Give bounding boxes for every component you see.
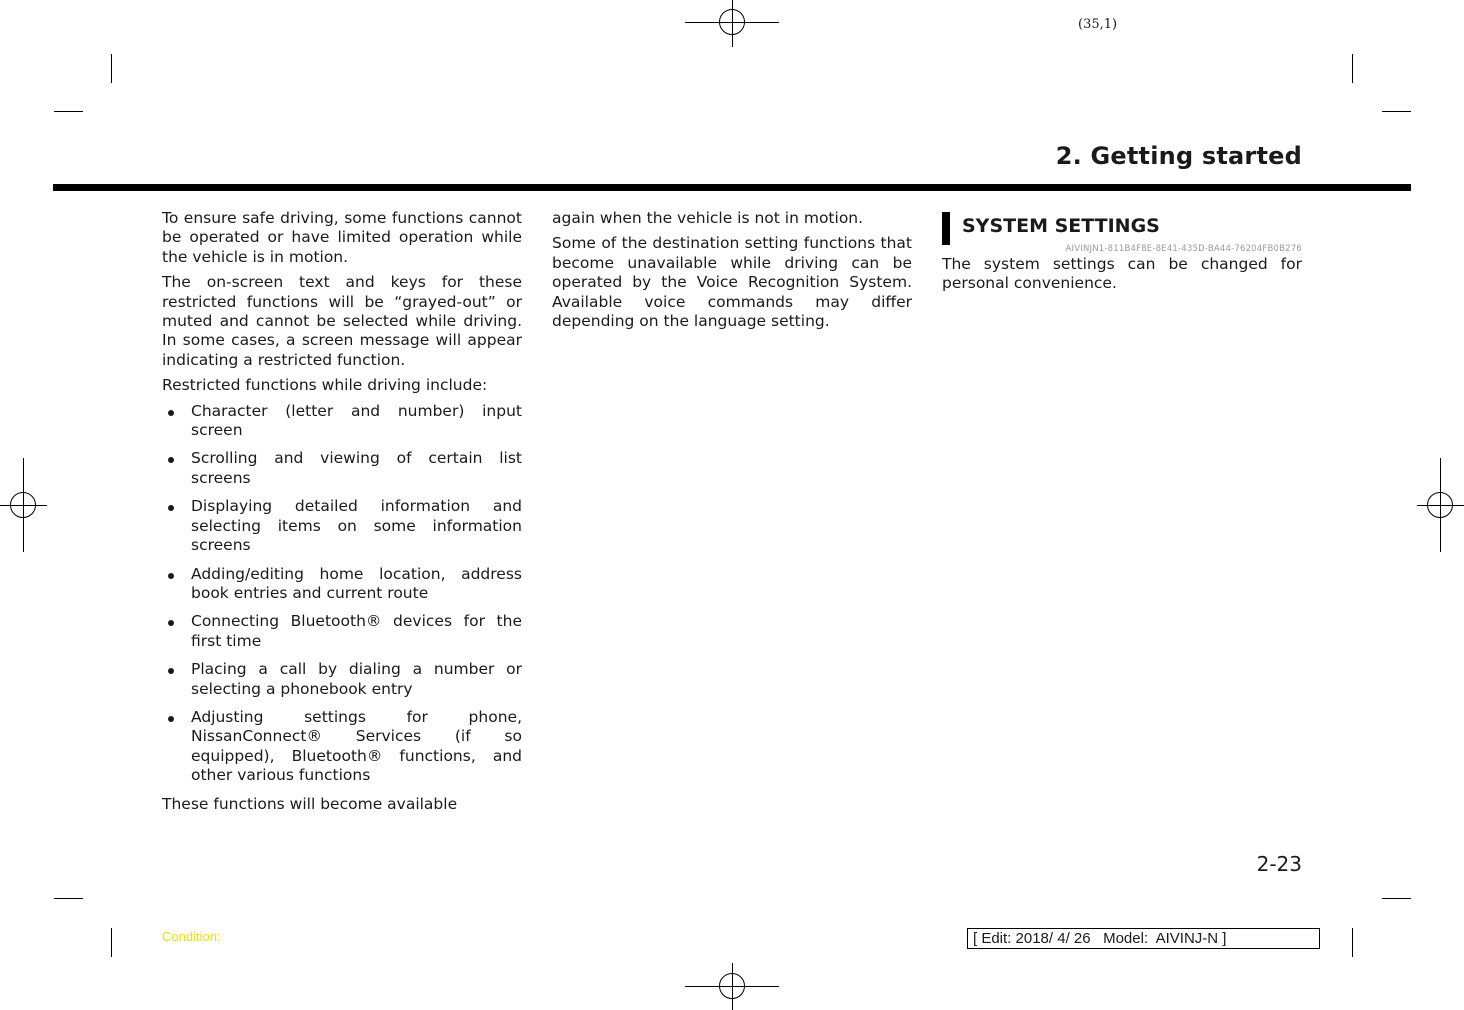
bullet-icon <box>168 620 174 626</box>
list-item: Adjusting settings for phone, NissanConnect® Services (if so equipped), Bluetooth® functions, and other various functions <box>162 708 522 786</box>
bullet-icon <box>168 573 174 579</box>
closing-paragraph: These functions will become available <box>162 794 458 813</box>
section-marker <box>942 212 950 245</box>
continuation-paragraph: again when the vehicle is not in motion. <box>552 209 864 227</box>
condition-label: Condition: <box>162 929 221 944</box>
section-title: SYSTEM SETTINGS <box>962 215 1160 237</box>
edit-info-box: [ Edit: 2018/ 4/ 26 Model: AIVINJ-N ] <box>967 928 1320 949</box>
voice-recognition-paragraph: Some of the destination setting functions that become unavailable while driving can be operated by the Voice Recognition System. Available voice commands may differ depending on the language setting. <box>552 234 912 331</box>
system-settings-paragraph: The system settings can be changed for personal convenience. <box>942 255 1302 293</box>
list-item: Scrolling and viewing of certain list screens <box>162 449 522 488</box>
bullet-icon <box>168 716 174 722</box>
header-rule <box>53 184 1411 191</box>
page-reference: (35,1) <box>1078 17 1118 32</box>
restricted-functions-list <box>162 402 522 786</box>
intro-paragraph: To ensure safe driving, some functions cannot be operated or have limited operation while the vehicle is in motion. <box>162 209 522 266</box>
section-id: AIVINJN1-811B4F8E-8E41-435D-BA44-76204FB0B276 <box>1065 244 1302 254</box>
list-item: Placing a call by dialing a number or selecting a phonebook entry <box>162 660 522 699</box>
column-3 <box>942 255 1302 300</box>
bullet-icon <box>168 410 174 416</box>
list-item: Adding/editing home location, address book entries and current route <box>162 565 522 604</box>
column-2 <box>552 209 912 337</box>
chapter-title: 2. Getting started <box>1055 142 1302 170</box>
bullet-icon <box>168 457 174 463</box>
column-1 <box>162 209 522 820</box>
restricted-intro: Restricted functions while driving include: <box>162 376 488 395</box>
list-item: Connecting Bluetooth® devices for the first time <box>162 612 522 651</box>
bullet-icon <box>168 668 174 674</box>
page-number: 2-23 <box>1256 852 1302 876</box>
bullet-icon <box>168 505 174 511</box>
grayed-out-paragraph: The on-screen text and keys for these restricted functions will be “grayed-out” or muted and cannot be selected while driving. In some cases, a screen message will appear indicating a restricted function. <box>162 273 522 369</box>
list-item: Character (letter and number) input screen <box>162 402 522 441</box>
list-item: Displaying detailed information and selecting items on some information screens <box>162 497 522 555</box>
